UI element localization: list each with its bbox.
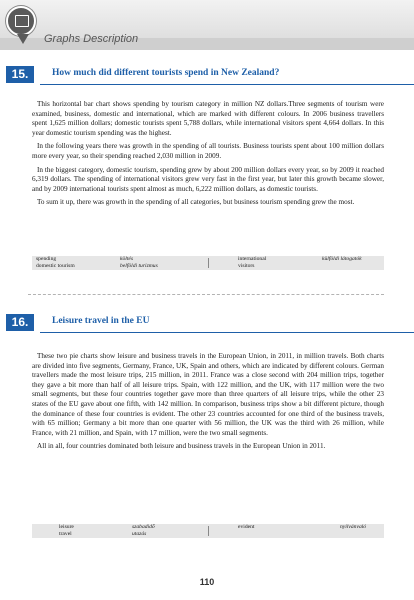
vocabulary-box [32, 256, 384, 270]
vocab-row [32, 531, 384, 538]
vocab-translation: külföldi látogatók [322, 256, 362, 262]
section-body [32, 100, 384, 212]
vocab-translation: költés [120, 256, 134, 262]
section-title: Leisure travel in the EU [52, 316, 150, 326]
paragraph: All in all, four countries dominated both leisure and business travels in the European Union in 2011. [37, 442, 326, 451]
vocab-translation: belföldi turizmus [120, 263, 158, 270]
vocab-term: visitors [238, 263, 255, 270]
section-number: 16. [6, 314, 34, 331]
vocabulary-box [32, 524, 384, 538]
section-number: 15. [6, 66, 34, 83]
section-separator [28, 294, 384, 295]
vocab-translation: szabadidő [132, 524, 155, 530]
vocab-translation: nyilvánvaló [340, 524, 367, 530]
gallery-pin-icon [6, 6, 36, 36]
vocab-translation: utazás [132, 531, 147, 538]
vocab-term: travel [59, 531, 72, 538]
paragraph: In the following years there was growth in the spending of all tourists. Business tourists spent about 100 million dollars more every year, so their spending reached 2,030 million in 2009. [32, 142, 384, 160]
vocab-term: international [238, 256, 267, 262]
vocab-term: evident [238, 524, 255, 530]
picture-frame-icon [15, 15, 29, 27]
page-header [0, 0, 414, 50]
paragraph: In the biggest category, domestic tourism, spending grew by about 200 million dollars every year, so by 2009 it reached 6,319 dollars. The spending of international visitors grew very fast in the first year, but later this growth became slower, and by 2009 international tourists spent almost as much, 6,222 million dollars, as domestic tourists. [32, 165, 384, 193]
section-rule [40, 84, 414, 85]
section-rule [40, 332, 414, 333]
header-title: Graphs Description [44, 33, 139, 45]
vocab-term: domestic tourism [36, 263, 75, 270]
vocab-row [32, 524, 384, 531]
paragraph: These two pie charts show leisure and business travels in the European Union, in 2011, in million travels. Both charts are divided into five segments, Germany, France, UK, Spain and others, which are indicated by different colours. German travellers made the most leisure trips, 215 million, in 2011. France was a close second with 204 million trips, together they gave a bit more than half of all leisure trips. Spain, with 122 million, and the UK, with 117 million were the two small segments, but these four countries together gave more than three quarters of all leisure trips, while the other 23 states of the EU gave about one fifth, with 142 million. In comparison, business trips show a bit different picture, though the dominance of these four countries is evident. The other 23 countries accounted for one third of the business travels, with 65 million; Germany a bit more than one quarter with 56 million, the UK was the third with 26 million, while France, with 21 million, and Spain, with 17 million, were the two small segments. [32, 352, 384, 437]
page-number: 110 [199, 577, 215, 587]
section-body [32, 352, 384, 456]
vocab-row [32, 263, 384, 270]
vocab-term: leisure [59, 524, 74, 530]
vocab-row [32, 256, 384, 263]
paragraph: This horizontal bar chart shows spending by tourism category in million NZ dollars.Three segments of tourism were examined, business, domestic and international, which are marked with different colours. In 2006 business travellers spent 1,625 million dollars; domestic tourists spent 5,788 dollars, while international visitors spent 4,664 dollars. In this year domestic tourism spending was the highest. [32, 100, 384, 137]
section-title: How much did different tourists spend in New Zealand? [52, 68, 280, 78]
vocab-term: spending [36, 256, 57, 262]
paragraph: To sum it up, there was growth in the spending of all categories, but business tourism spending grew the most. [37, 198, 355, 207]
pin-point-icon [17, 34, 29, 44]
